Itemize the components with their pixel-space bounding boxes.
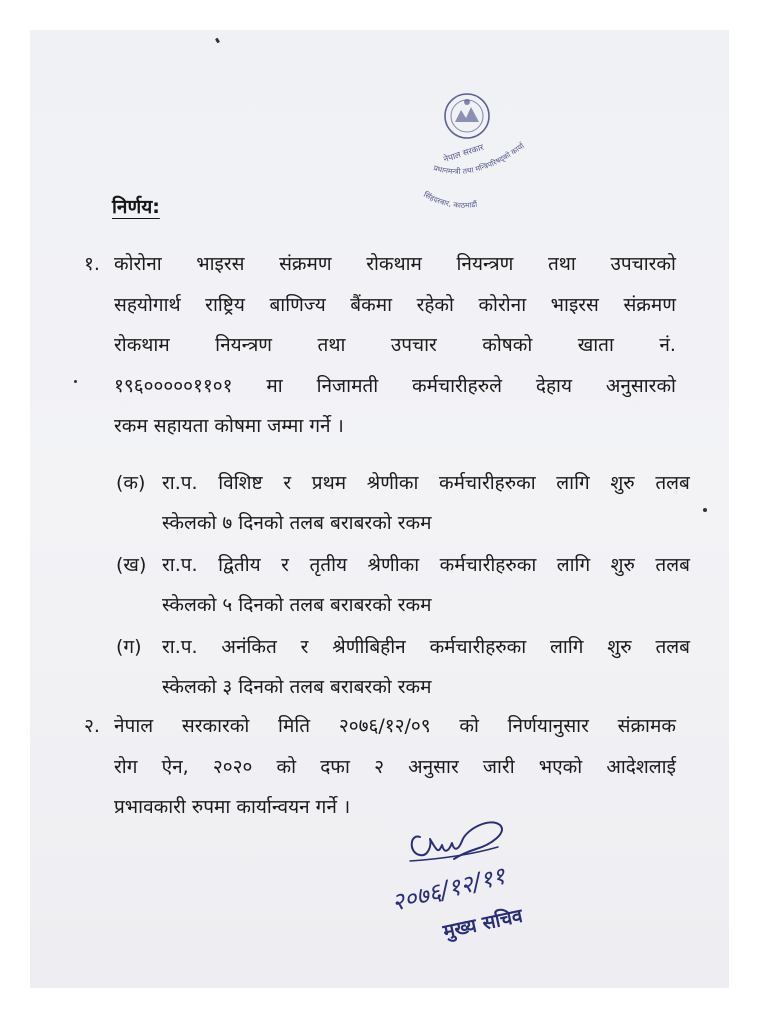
word: लागि (550, 636, 584, 658)
word: संक्रामक (617, 715, 676, 737)
word: आदेशलाई (606, 755, 676, 778)
text-line (162, 545, 690, 585)
word: भाइरस (196, 253, 245, 275)
word: लागि (556, 554, 591, 576)
sub-item-ga-label: (ग) (116, 636, 142, 658)
word: संक्रमण (623, 293, 676, 316)
word: शुरु (610, 472, 635, 494)
word: तलब (655, 472, 690, 494)
word: भएको (538, 755, 583, 778)
word: २०२० (212, 755, 253, 778)
text-line (114, 325, 676, 366)
word: १९६०००००११०१ (114, 374, 233, 397)
word: रहेको (416, 293, 454, 316)
word: तथा (317, 334, 346, 356)
scan-dot (703, 508, 707, 512)
sub-item-kha-label: (ख) (116, 554, 147, 576)
word: सरकारको (181, 715, 250, 737)
word: को (459, 715, 479, 737)
word: श्रेणीका (367, 554, 420, 576)
seal-text-top: नेपाल सरकार (442, 142, 486, 166)
text-line (114, 366, 676, 407)
word: निजामती (316, 374, 379, 397)
seal-emblem-icon (405, 88, 535, 213)
decision-2-text (114, 706, 676, 828)
scan-dot (74, 380, 77, 383)
word: रा.प. (162, 554, 198, 576)
sub-item-ka-label: (क) (116, 472, 146, 494)
word: रोग (114, 755, 138, 778)
word: निर्णयानुसार (507, 715, 589, 737)
word: नेपाल (114, 715, 154, 737)
word: तलब (655, 636, 690, 658)
text-line (114, 706, 676, 747)
word: अनुसार (408, 755, 459, 778)
word: राष्ट्रिय (205, 293, 245, 316)
text-line: रकम सहायता कोषमा जम्मा गर्ने । (114, 415, 344, 437)
text-line (162, 463, 690, 503)
text-line: स्केलको ५ दिनको तलब बराबरको रकम (162, 594, 432, 616)
word: कर्मचारीहरुका (439, 472, 536, 494)
word: द्वितीय (218, 554, 261, 576)
word: देहाय (535, 374, 572, 397)
word: कर्मचारीहरुका (439, 554, 537, 576)
text-line (162, 627, 690, 667)
seal-text-middle: प्रधानमन्त्री तथा मन्त्रिपरिषद्‌को कार्या (432, 141, 526, 176)
sub-item-kha (162, 545, 690, 625)
word: शुरु (607, 636, 632, 658)
word: सहयोगार्थ (114, 293, 181, 316)
word: तृतीय (309, 554, 348, 576)
word: रा.प. (162, 636, 198, 658)
word: अनंकित (221, 636, 277, 658)
seal-text-bottom: सिंहदरबार, काठमाडौं (422, 189, 478, 210)
word: कोषको (482, 334, 533, 356)
word: बैंकमा (350, 293, 393, 316)
word: कोरोना (478, 293, 527, 316)
text-line: प्रभावकारी रुपमा कार्यान्वयन गर्ने । (114, 796, 351, 818)
word: शुरु (610, 554, 635, 576)
word: नियन्त्रण (215, 334, 273, 356)
word: नियन्त्रण (456, 253, 514, 275)
word: रोकथाम (114, 334, 170, 356)
decision-1-text (114, 244, 676, 447)
word: दफा (320, 755, 350, 778)
signature-date: २०७६/१२/११ (388, 861, 509, 917)
word: र (300, 636, 309, 658)
word: मा (266, 374, 283, 397)
word: रा.प. (162, 472, 198, 494)
word: बाणिज्य (269, 293, 326, 316)
word: कर्मचारीहरुले (412, 374, 503, 397)
text-line (114, 244, 676, 285)
word: र (283, 472, 292, 494)
decision-2-number: २. (84, 715, 100, 737)
text-line (114, 285, 676, 326)
word: मिति (278, 715, 311, 737)
word: २ (374, 755, 384, 778)
signature-title: मुख्य सचिव (441, 904, 525, 944)
word: विशिष्ट (218, 472, 263, 494)
sub-item-ga (162, 627, 690, 707)
word: खाता (577, 334, 614, 356)
word: कर्मचारीहरुका (429, 636, 527, 658)
word: उपचार (390, 334, 437, 356)
word: र (281, 554, 289, 576)
word: संक्रमण (279, 253, 332, 275)
word: को (276, 755, 297, 778)
text-line: स्केलको ३ दिनको तलब बराबरको रकम (162, 676, 432, 698)
word: उपचारको (610, 253, 676, 275)
word: अनुसारको (605, 374, 676, 397)
word: २०७६/१२/०९ (338, 715, 431, 737)
word: श्रेणीबिहीन (332, 636, 406, 658)
word: प्रथम (311, 472, 347, 494)
word: नं. (659, 334, 676, 356)
word: तलब (655, 554, 690, 576)
word: श्रेणीका (366, 472, 419, 494)
sub-item-ka (162, 463, 690, 543)
handwritten-signature (380, 815, 600, 985)
word: तथा (547, 253, 576, 275)
text-line: स्केलको ७ दिनको तलब बराबरको रकम (162, 512, 432, 534)
word: जारी (482, 755, 515, 778)
word: कोरोना (114, 253, 162, 275)
decision-heading: निर्णय: (112, 196, 160, 218)
word: ऐन, (161, 755, 189, 778)
text-line (114, 747, 676, 788)
word: लागि (556, 472, 590, 494)
government-seal (405, 88, 535, 213)
svg-text:सिंहदरबार, काठमाडौं (422, 190, 479, 210)
word: रोकथाम (366, 253, 422, 275)
svg-text:नेपाल सरकार (442, 142, 485, 165)
decision-1-number: १. (84, 253, 100, 275)
word: भाइरस (550, 293, 599, 316)
